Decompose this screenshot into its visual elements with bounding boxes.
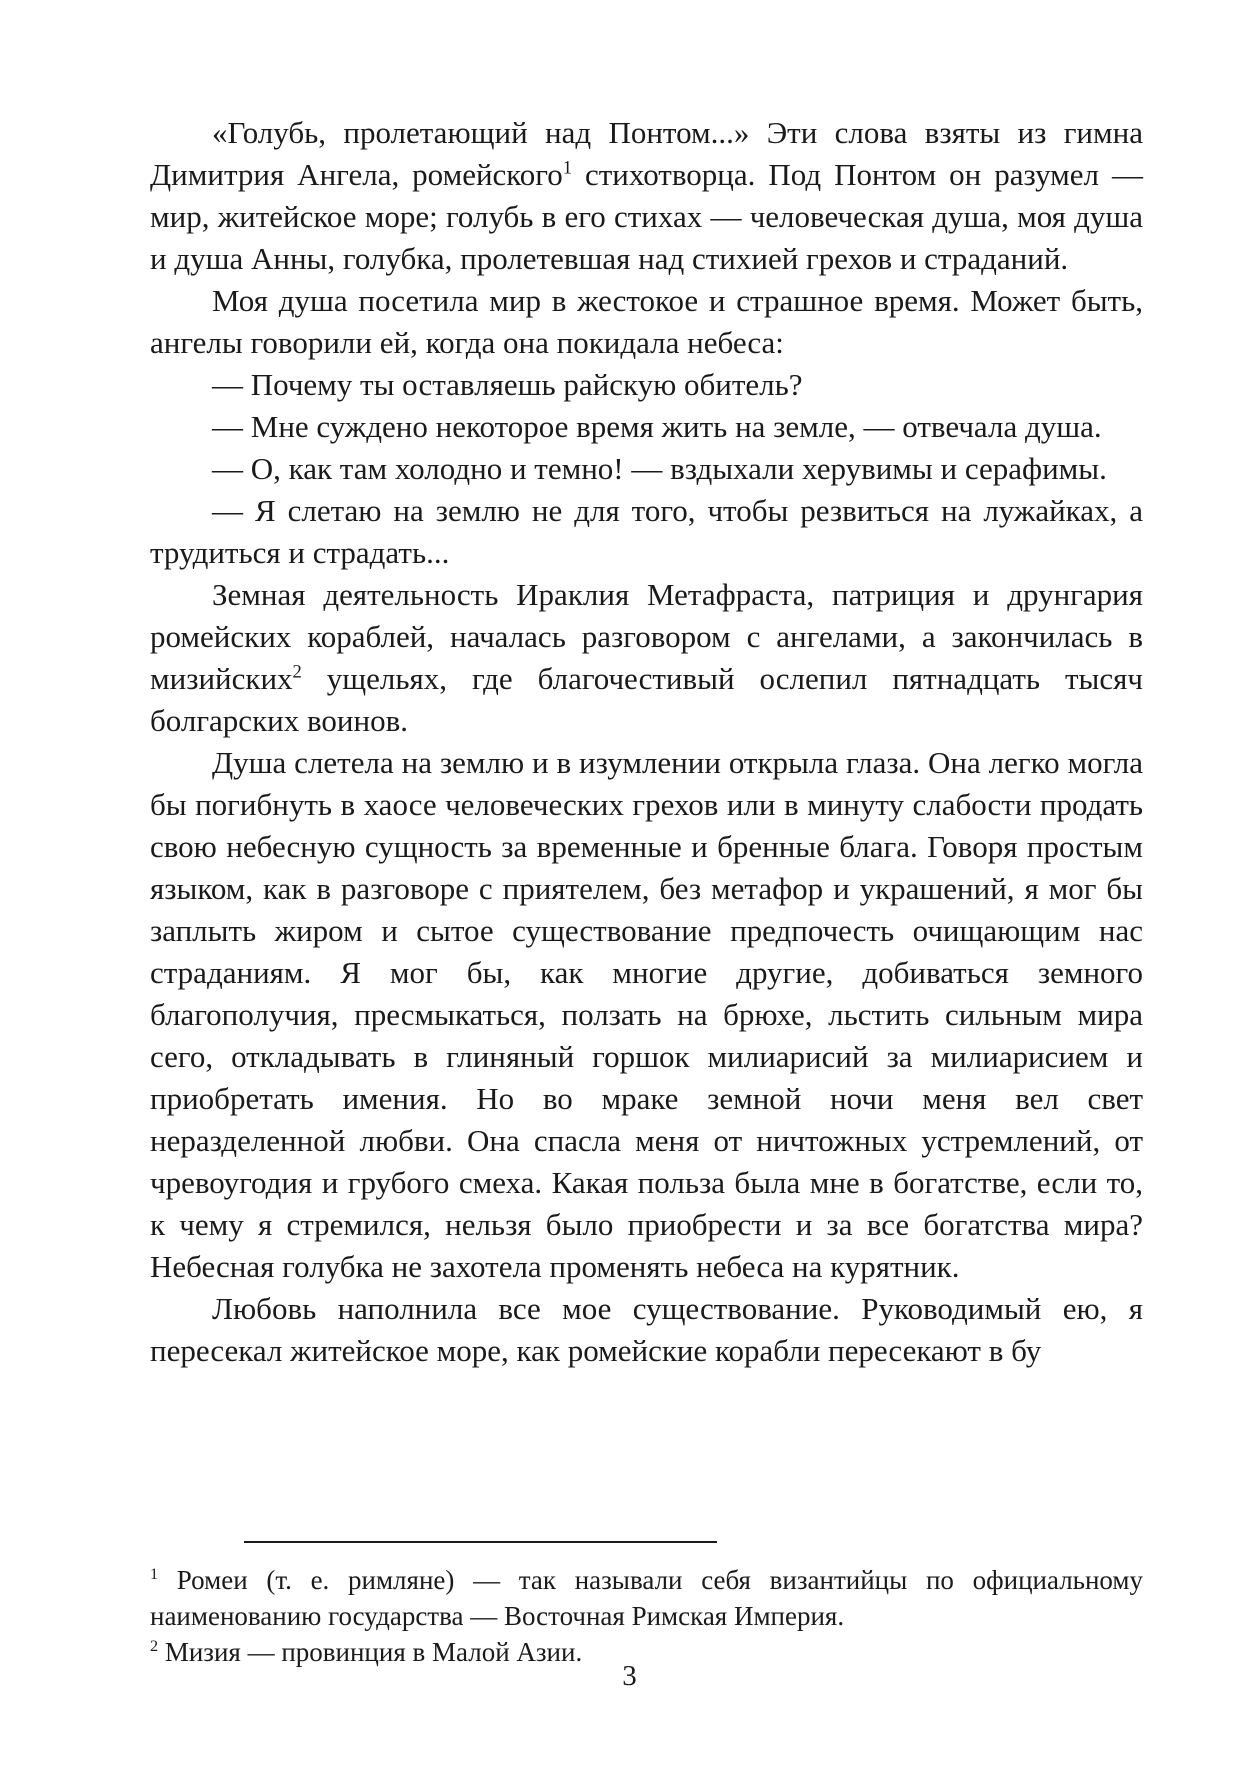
paragraph-text: «Голубь, пролетающий над Понтом...» Эти слова взяты из гимна Димитрия Ангела, ромейского: [150, 115, 1143, 192]
footnote-text: Мизия — провинция в Малой Азии.: [158, 1637, 583, 1667]
main-text: [150, 112, 1143, 1372]
footnote-ref-1[interactable]: 1: [562, 157, 573, 179]
page-number: 3: [622, 1660, 637, 1692]
footnote-marker-2: 2: [150, 1637, 159, 1655]
paragraph-1: [150, 112, 1143, 280]
footnote-1: [150, 1562, 1143, 1634]
footnotes: [150, 1562, 1143, 1670]
footnote-text: Ромеи (т. е. римляне) — так называли себя византийцы по официальному наименованию государства — Восточная Римская Империя.: [150, 1565, 1143, 1631]
footnote-divider: [244, 1541, 717, 1543]
footnote-marker-1: 1: [150, 1565, 159, 1583]
paragraph-7: [150, 574, 1143, 742]
paragraph-3: — Почему ты оставляешь райскую обитель?: [212, 367, 803, 402]
paragraph-6: — Я слетаю на землю не для того, чтобы резвиться на лужайках, а трудиться и страдать...: [150, 493, 1143, 570]
paragraph-2: Моя душа посетила мир в жестокое и страшное время. Может быть, ангелы говорили ей, когда она покидала небеса:: [150, 283, 1143, 360]
paragraph-5: — О, как там холодно и темно! — вздыхали херувимы и серафимы.: [212, 451, 1107, 486]
paragraph-text: стихотворца. Под Понтом он разумел — мир, житейское море; голубь в его стихах — человеческая душа, моя душа и душа Анны, голубка, пролетевшая над стихией грехов и страданий.: [150, 157, 1143, 276]
footnote-ref-2[interactable]: 2: [292, 661, 302, 683]
paragraph-text: ущельях, где благочестивый ослепил пятнадцать тысяч болгарских воинов.: [150, 661, 1143, 738]
paragraph-8: Душа слетела на землю и в изумлении открыла глаза. Она легко могла бы погибнуть в хаосе человеческих грехов или в минуту слабости продать свою небесную сущность за временные и бренные блага. Говоря простым языком, как в разговоре с приятелем, без метафор и украшений, я мог бы заплыть жиром и сытое существование предпочесть очищающим нас страданиям. Я мог бы, как многие другие, добиваться земного благополучия, пресмыкаться, ползать на брюхе, льстить сильным мира сего, откладывать в глиняный горшок милиарисий за милиарисием и приобретать имения. Но во мраке земной ночи меня вел свет неразделенной любви. Она спасла меня от ничтожных устремлений, от чревоугодия и грубого смеха. Какая польза была мне в богатстве, если то, к чему я стремился, нельзя было приобрести и за все богатства мира? Небесная голубка не захотела променять небеса на курятник.: [150, 745, 1143, 1284]
paragraph-4: — Мне суждено некоторое время жить на земле, — отвечала душа.: [212, 409, 1102, 444]
paragraph-9: Любовь наполнила все мое существование. Руководимый ею, я пересекал житейское море, как ромейские корабли пересекают в бу: [150, 1291, 1143, 1368]
paragraph-text: Земная деятельность Ираклия Метафраста, патриция и друнгария ромейских кораблей, началась разговором с ангелами, а закончилась в мизийских: [150, 577, 1143, 696]
